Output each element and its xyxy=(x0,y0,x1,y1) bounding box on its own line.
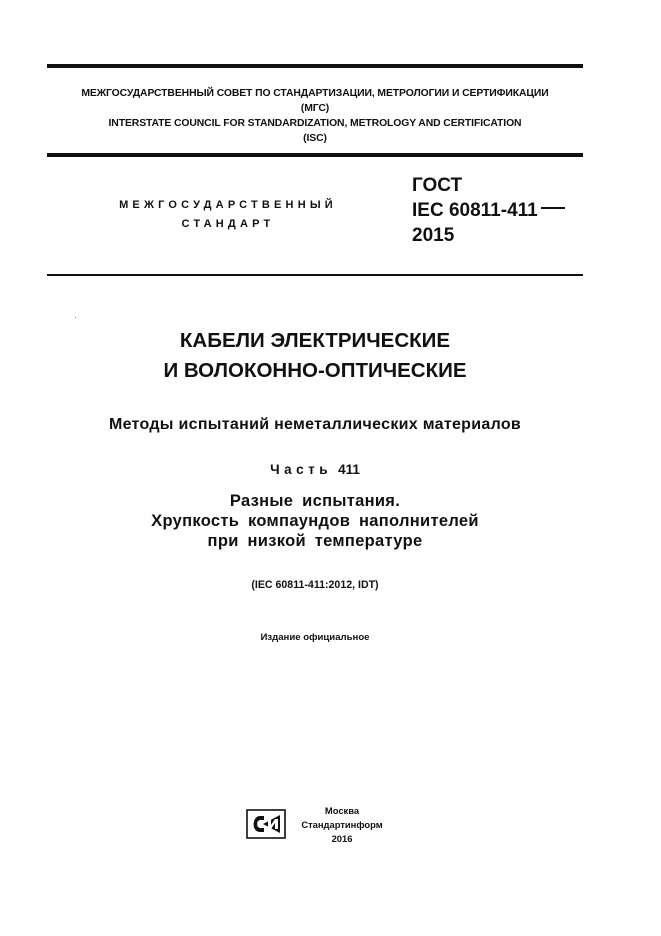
council-name-en: INTERSTATE COUNCIL FOR STANDARDIZATION, METROLOGY AND CERTIFICATION xyxy=(108,118,522,129)
designation-prefix: ГОСТ xyxy=(412,175,463,196)
part-title-line1: Разные испытания. xyxy=(229,492,401,510)
designation-year: 2015 xyxy=(412,225,455,246)
designation-number: IEC 60811-411 xyxy=(412,200,538,221)
council-abbr-ru: (МГС) xyxy=(300,103,330,114)
part-title-line3: при низкой температуре xyxy=(207,532,423,550)
part-title xyxy=(47,491,583,551)
part-title-line2: Хрупкость компаундов наполнителей xyxy=(151,512,479,530)
title-line2: И ВОЛОКОННО-ОПТИЧЕСКИЕ xyxy=(163,359,467,382)
publisher-block xyxy=(292,804,392,846)
edition-note: Издание официальное xyxy=(260,632,370,643)
document-title xyxy=(47,326,583,386)
designation-dash xyxy=(541,207,565,209)
part-number: 411 xyxy=(338,462,360,477)
document-subtitle: Методы испытаний неметаллических материалов xyxy=(108,416,522,433)
top-rule xyxy=(47,64,583,68)
council-name-ru: МЕЖГОСУДАРСТВЕННЫЙ СОВЕТ ПО СТАНДАРТИЗАЦИИ, МЕТРОЛОГИИ И СЕРТИФИКАЦИИ xyxy=(81,88,549,99)
part-label: Часть xyxy=(270,462,333,477)
standartinform-logo-icon xyxy=(246,809,286,839)
standard-kind-line1: МЕЖГОСУДАРСТВЕННЫЙ xyxy=(119,199,337,211)
publisher-year: 2016 xyxy=(331,833,353,844)
scan-speck xyxy=(75,317,76,318)
title-line1: КАБЕЛИ ЭЛЕКТРИЧЕСКИЕ xyxy=(179,329,451,352)
standard-kind xyxy=(100,196,356,234)
part-heading xyxy=(47,461,583,479)
council-abbr-en: (ISC) xyxy=(303,133,327,144)
council-header xyxy=(47,86,583,146)
publisher-city: Москва xyxy=(324,805,360,816)
publisher-name: Стандартинформ xyxy=(301,819,383,830)
bottom-rule xyxy=(47,274,583,276)
middle-rule xyxy=(47,153,583,157)
iec-reference: (IEC 60811-411:2012, IDT) xyxy=(251,579,379,591)
standard-kind-line2: СТАНДАРТ xyxy=(181,218,275,230)
standard-designation xyxy=(412,173,565,248)
